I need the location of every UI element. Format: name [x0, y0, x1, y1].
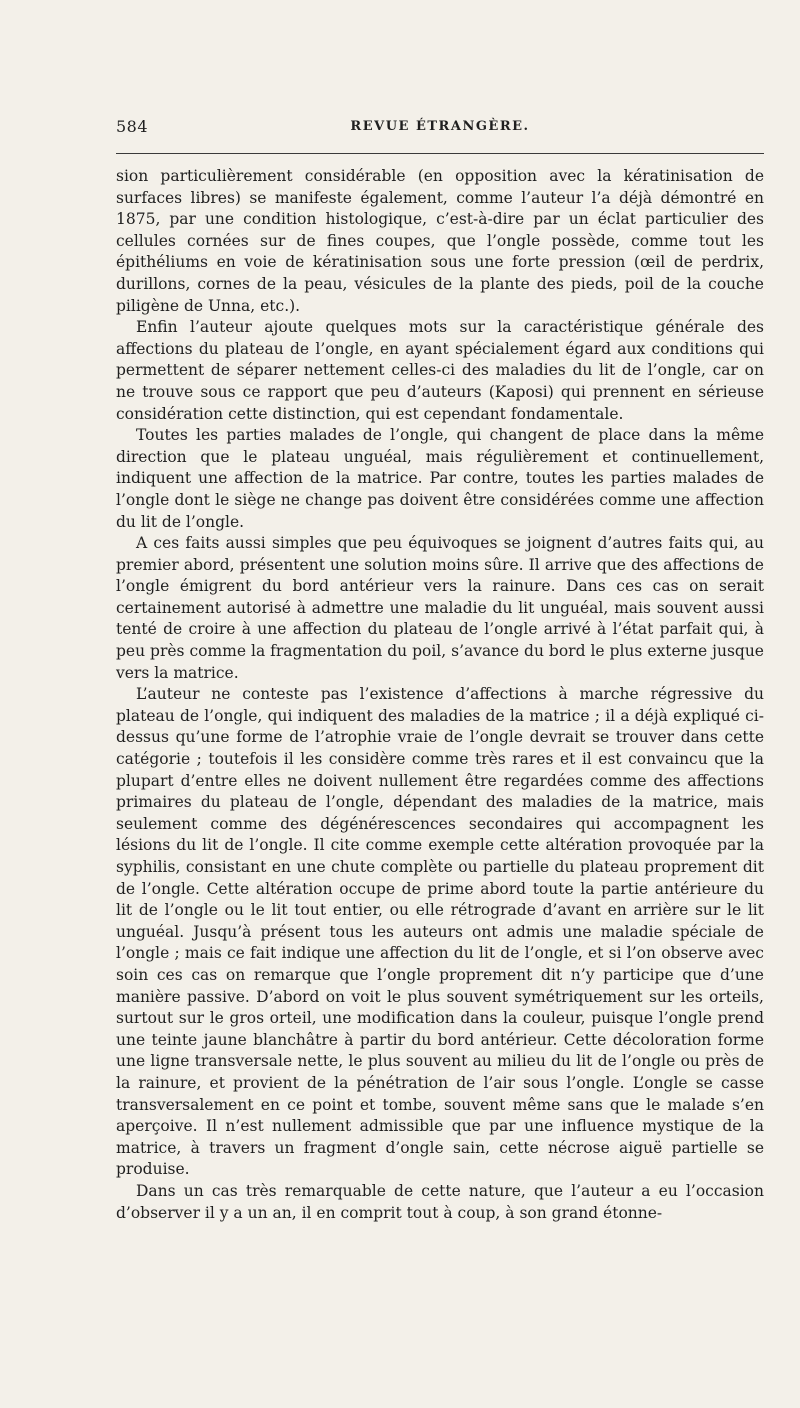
- paragraph: Enfin l’auteur ajoute quelques mots sur la caractéristique générale des affections du plateau de l’ongle, en ayant spécialement égard aux conditions qui permettent de séparer nettement celles-ci des maladies du lit de l’ongle, car on ne trouve sous ce rapport que peu d’auteurs (Kaposi) qui prennent en sérieuse considération cette distinction, qui est cependant fondamentale.: [116, 318, 764, 423]
- page-header: [116, 117, 764, 141]
- running-title: REVUE ÉTRANGÈRE.: [350, 119, 530, 134]
- header-rule: [116, 153, 764, 154]
- paragraph: Toutes les parties malades de l’ongle, qui changent de place dans la même direction que le plateau unguéal, mais régulièrement et continuellement, indiquent une affection de la matrice. Par contre, toutes les parties malades de l’ongle dont le siège ne change pas doivent être considérées comme une affection du lit de l’ongle.: [116, 426, 764, 531]
- paragraph: A ces faits aussi simples que peu équivoques se joignent d’autres faits qui, au premier abord, présentent une solution moins sûre. Il arrive que des affections de l’ongle émigrent du bord antérieur vers la rainure. Dans ces cas on serait certainement autorisé à admettre une maladie du lit unguéal, mais souvent aussi tenté de croire à une affection du plateau de l’ongle arrivé à l’état parfait qui, à peu près comme la fragmentation du poil, s’avance du bord le plus externe jusque vers la matrice.: [116, 534, 764, 682]
- body-text: [116, 166, 764, 1224]
- paragraph: Dans un cas très remarquable de cette nature, que l’auteur a eu l’occasion d’observer il y a un an, il en comprit tout à coup, à son grand étonne-: [116, 1181, 764, 1222]
- page-number: 584: [116, 117, 149, 136]
- paragraph: sion particulièrement considérable (en opposition avec la kératinisation de surfaces libres) se manifeste également, comme l’auteur l’a déjà démontré en 1875, par une condition histologique, c’est-à-dire par un éclat particulier des cellules cornées sur de fines coupes, que l’ongle possède, comme tout les épithéliums en voie de kératinisation sous une forte pression (œil de perdrix, durillons, cornes de la peau, vésicules de la plante des pieds, poil de la couche piligène de Unna, etc.).: [116, 167, 764, 315]
- paragraph: L’auteur ne conteste pas l’existence d’affections à marche régressive du plateau de l’ongle, qui indiquent des maladies de la matrice ; il a déjà expliqué ci-dessus qu’une forme de l’atrophie vraie de l’ongle devrait se trouver dans cette catégorie ; toutefois il les considère comme très rares et il est convaincu que la plupart d’entre elles ne doivent nullement être regardées comme des affections primaires du plateau de l’ongle, dépendant des maladies de la matrice, mais seulement comme des dégénérescences secondaires qui accompagnent les lésions du lit de l’ongle. Il cite comme exemple cette altération provoquée par la syphilis, consistant en une chute complète ou partielle du plateau proprement dit de l’ongle. Cette altération occupe de prime abord toute la partie antérieure du lit de l’ongle ou le lit tout entier, ou elle rétrograde d’avant en arrière sur le lit unguéal. Jusqu’à présent tous les auteurs ont admis une maladie spéciale de l’ongle ; mais ce fait indique une affection du lit de l’ongle, et si l’on observe avec soin ces cas on remarque que l’ongle proprement dit n’y participe que d’une manière passive. D’abord on voit le plus souvent symétriquement sur les orteils, surtout sur le gros orteil, une modification dans la couleur, puisque l’ongle prend une teinte jaune blanchâtre à partir du bord antérieur. Cette décoloration forme une ligne transversale nette, le plus souvent au milieu du lit de l’ongle ou près de la rainure, et provient de la pénétration de l’air sous l’ongle. L’ongle se casse transversalement en ce point et tombe, souvent même sans que le malade s’en aperçoive. Il n’est nullement admissible que par une influence mystique de la matrice, à travers un fragment d’ongle sain, cette nécrose aiguë partielle se produise.: [116, 685, 764, 1179]
